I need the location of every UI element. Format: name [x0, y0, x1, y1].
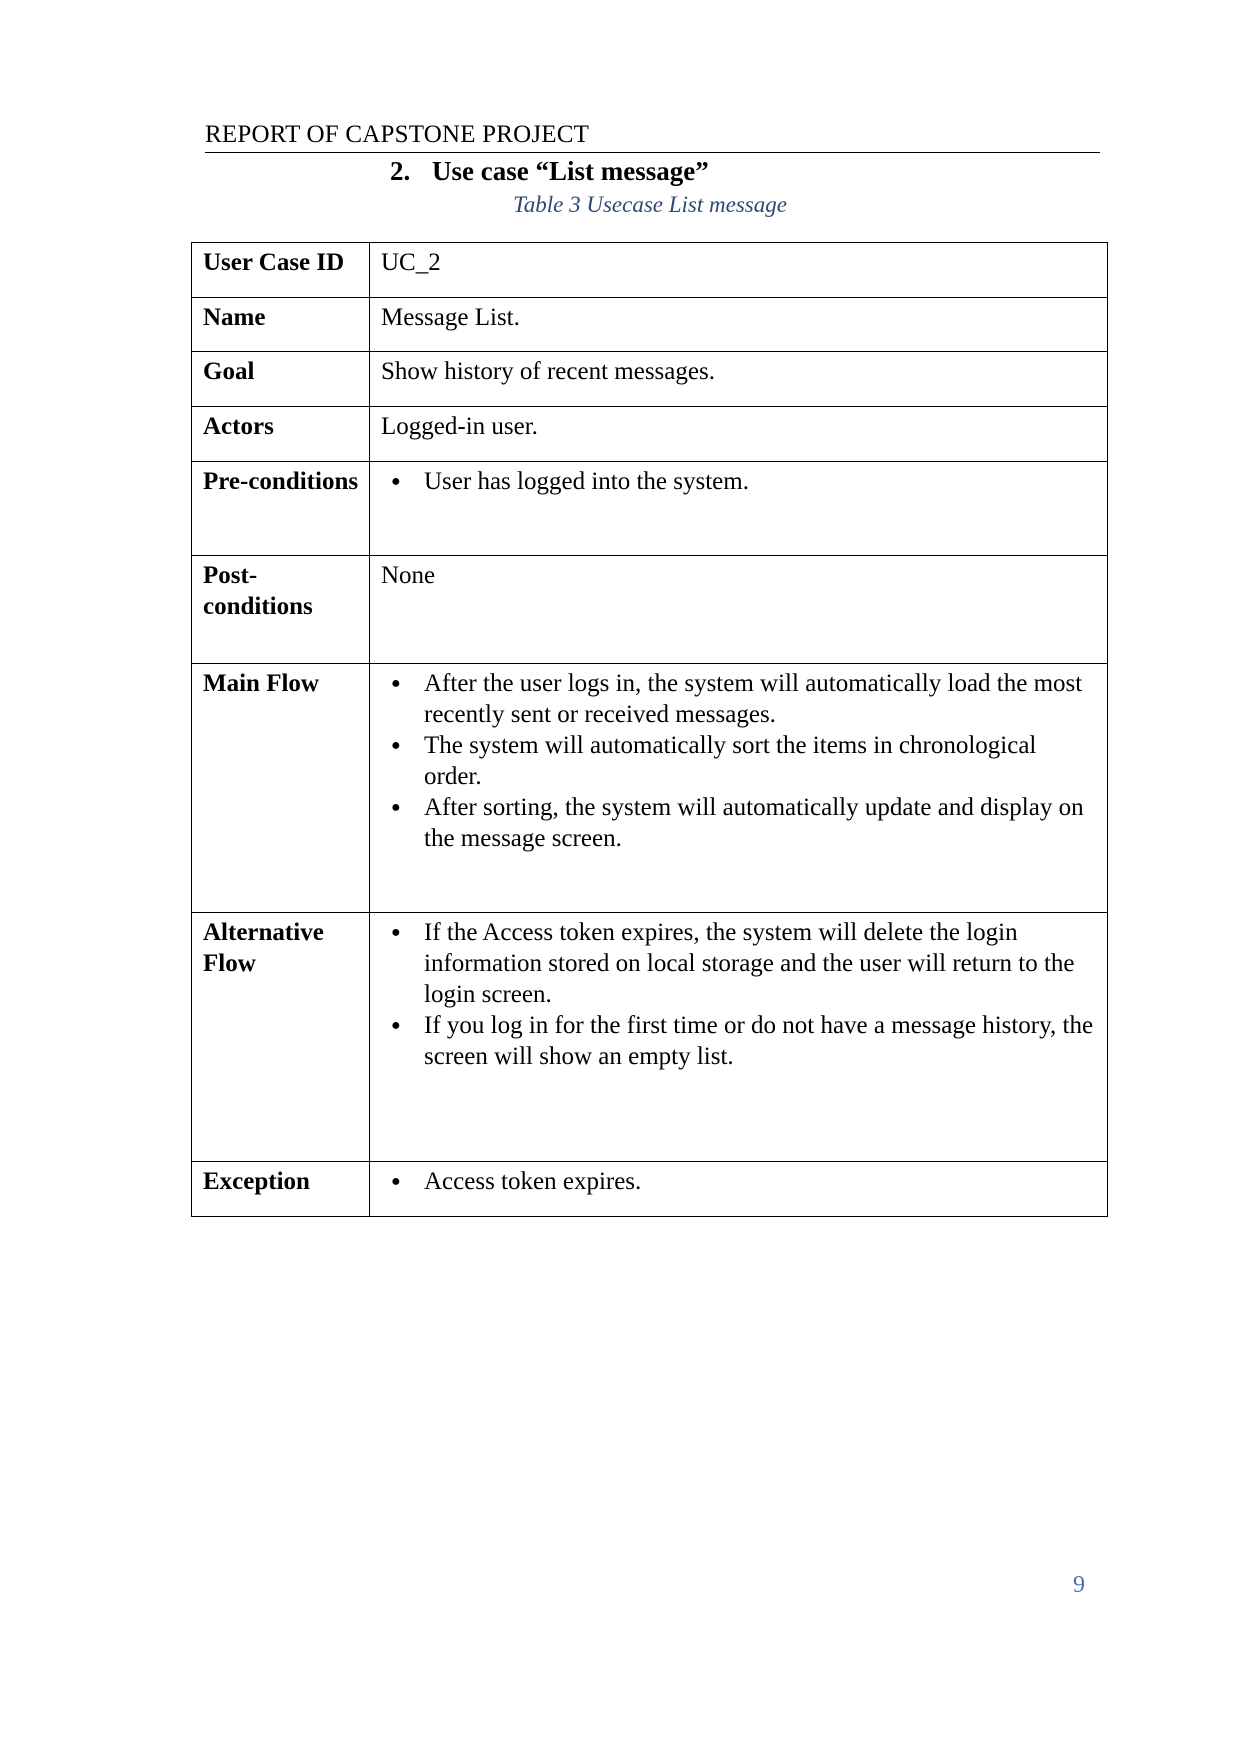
bullet-icon: ● [391, 1017, 401, 1034]
bullet-icon: ● [391, 799, 401, 816]
table-row-alternative-flow [192, 913, 1108, 1162]
table-row-pre-conditions [192, 462, 1108, 556]
row-label: Goal [192, 352, 370, 407]
bullet-icon: ● [391, 737, 401, 754]
section-title: Use case “List message” [432, 156, 709, 186]
row-label: Main Flow [192, 664, 370, 913]
section-heading [390, 151, 709, 191]
table-row-main-flow [192, 664, 1108, 913]
row-value: Logged-in user. [370, 407, 1108, 462]
row-value [370, 664, 1108, 913]
row-label: User Case ID [192, 243, 370, 298]
list-item: ● After the user logs in, the system will automatically load the most recently sent or received messages. [391, 670, 1083, 728]
bullet-list [381, 1166, 1097, 1197]
bullet-icon: ● [391, 473, 401, 490]
table-row-actors [192, 407, 1108, 462]
page-number: 9 [1073, 1572, 1085, 1598]
row-label: Post-conditions [192, 556, 370, 664]
bullet-list [381, 917, 1097, 1072]
row-value: None [370, 556, 1108, 664]
row-label: Pre-conditions [192, 462, 370, 556]
row-label: Name [192, 298, 370, 352]
row-value: UC_2 [370, 243, 1108, 298]
table-row-goal [192, 352, 1108, 407]
row-value [370, 913, 1108, 1162]
row-label: Alternative Flow [192, 913, 370, 1162]
table-caption: Table 3 Usecase List message [513, 192, 787, 217]
list-item: ● Access token expires. [391, 1168, 642, 1195]
row-value [370, 1162, 1108, 1217]
list-item: ● If you log in for the first time or do not have a message history, the screen will show an empty list. [391, 1012, 1094, 1070]
bullet-icon: ● [391, 675, 401, 692]
row-value: Message List. [370, 298, 1108, 352]
table-row-post-conditions [192, 556, 1108, 664]
bullet-list [381, 466, 1097, 497]
bullet-list [381, 668, 1097, 854]
table-row-exception [192, 1162, 1108, 1217]
list-item: ● After sorting, the system will automatically update and display on the message screen. [391, 794, 1084, 852]
table-row-name [192, 298, 1108, 352]
section-number: 2. [390, 156, 411, 186]
row-value [370, 462, 1108, 556]
page-header: REPORT OF CAPSTONE PROJECT [205, 118, 1100, 153]
row-label: Actors [192, 407, 370, 462]
bullet-icon: ● [391, 924, 401, 941]
list-item: ● User has logged into the system. [391, 468, 749, 495]
bullet-icon: ● [391, 1173, 401, 1190]
row-label: Exception [192, 1162, 370, 1217]
list-item: ● If the Access token expires, the system will delete the login information stored on local storage and the user will return to the login screen. [391, 919, 1075, 1008]
table-row-use-case-id [192, 243, 1108, 298]
use-case-table [191, 242, 1108, 1217]
list-item: ● The system will automatically sort the items in chronological order. [391, 732, 1037, 790]
row-value: Show history of recent messages. [370, 352, 1108, 407]
